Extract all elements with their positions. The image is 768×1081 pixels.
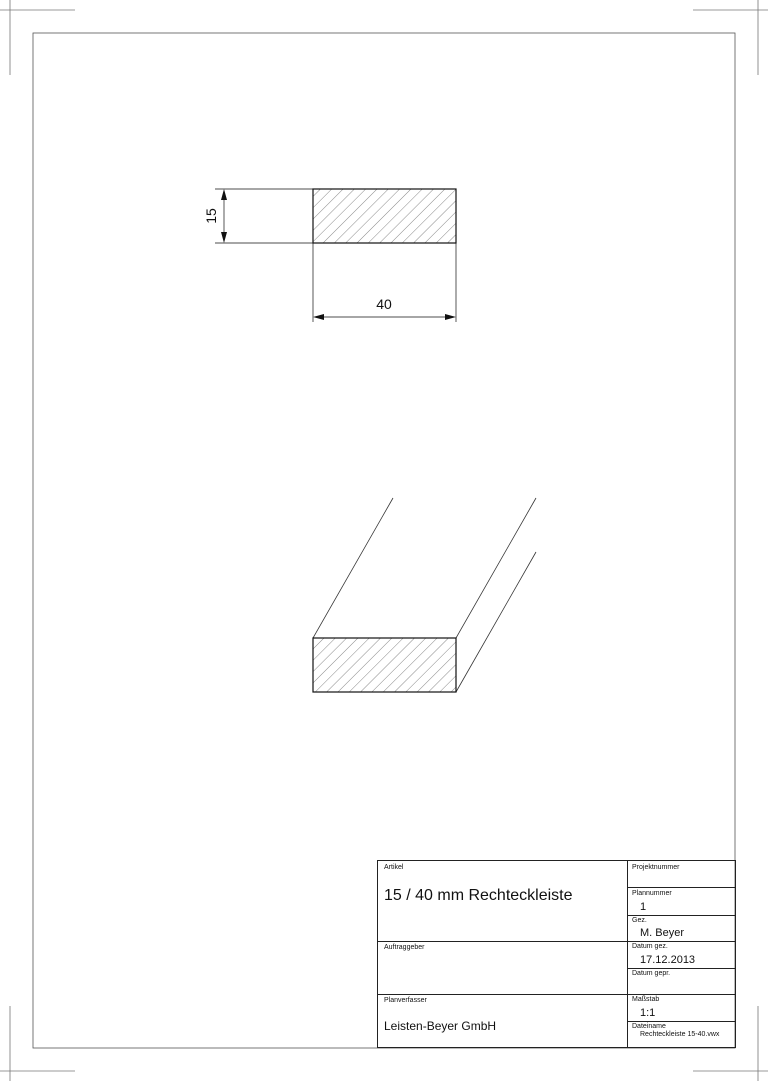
row-divider xyxy=(628,968,736,969)
row-divider xyxy=(628,1021,736,1022)
width-arrow-right xyxy=(445,314,456,320)
row-divider xyxy=(628,915,736,916)
auftraggeber-label: Auftraggeber xyxy=(384,944,425,951)
artikel-label: Artikel xyxy=(384,864,404,871)
dateiname-value: Rechteckleiste 15-40.vwx xyxy=(640,1031,720,1038)
title-block xyxy=(377,860,736,1048)
dateiname-label: Dateiname xyxy=(632,1023,666,1030)
cross-section-view xyxy=(203,189,456,322)
perspective-view xyxy=(313,498,536,692)
datum-gez-label: Datum gez. xyxy=(632,943,668,950)
height-arrow-top xyxy=(221,189,227,200)
plannummer-label: Plannummer xyxy=(632,890,672,897)
height-arrow-bottom xyxy=(221,232,227,243)
perspective-front-face xyxy=(313,638,456,692)
gez-value: M. Beyer xyxy=(640,927,685,939)
projektnummer-label: Projektnummer xyxy=(632,864,680,871)
width-arrow-left xyxy=(313,314,324,320)
plannummer-value: 1 xyxy=(640,901,647,913)
datum-gez-value: 17.12.2013 xyxy=(640,954,696,966)
height-dimension xyxy=(215,189,313,243)
massstab-value: 1:1 xyxy=(640,1007,656,1019)
row-divider xyxy=(378,941,627,942)
cross-section-rect xyxy=(313,189,456,243)
datum-gepr-label: Datum gepr. xyxy=(632,970,671,977)
title-block-divider xyxy=(627,861,628,1047)
massstab-label: Maßstab xyxy=(632,996,660,1003)
planverfasser-label: Planverfasser xyxy=(384,997,427,1004)
row-divider xyxy=(628,887,736,888)
row-divider xyxy=(378,994,627,995)
gez-label: Gez. xyxy=(632,917,647,924)
height-dimension-label: 15 xyxy=(203,208,219,224)
planverfasser-value: Leisten-Beyer GmbH xyxy=(384,1019,497,1033)
width-dimension-label: 40 xyxy=(376,296,392,312)
row-divider xyxy=(628,941,736,942)
row-divider xyxy=(628,994,736,995)
artikel-value: 15 / 40 mm Rechteckleiste xyxy=(384,887,573,904)
